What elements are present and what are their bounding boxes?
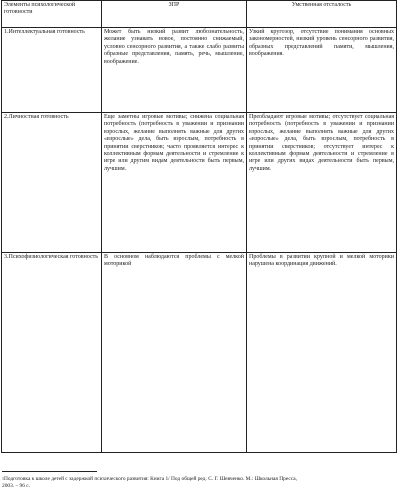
row-zpr-cell: Еще заметны игровые мотивы; снижена социальная потребность (потребность в уважении и признании взрослых, желание выполнять важные для других «взрослые» дела, быть взрослым, потребность в принятии сверстников; часто проявляется интерес к коллективным формам деятельности и стремление к игре или другим видам деятельности быть первым, лучшим. xyxy=(102,113,247,253)
footnote-divider xyxy=(2,471,97,472)
header-uo: Умственная отсталость xyxy=(247,1,397,28)
row-uo-cell: Проблемы в развитии крупной и мелкой моторики нарушена координация движений. xyxy=(247,253,397,453)
table-row xyxy=(2,253,397,453)
row-element-cell: 3.Психофизиологическая готовность xyxy=(2,253,102,453)
row-uo-cell: Преобладают игровые мотивы; отсутствует социальная потребность (потребность в уважении и признании взрослых, желание выполнять важные для других «взрослые» дела, быть взрослым, потребность в принятии сверстников; отсутствует интерес к коллективным формам деятельности и стремление в игре или других видах деятельности быть первым, лучшим. xyxy=(247,113,397,253)
header-zpr: ЗПР xyxy=(102,1,247,28)
row-uo-cell: Узкий кругозор, отсутствие понимания основных закономерностей, низкий уровень сенсорного развития, образных представлений памяти, мышления, воображения. xyxy=(247,28,397,113)
row-element-cell: 1.Интеллектуальная готовность xyxy=(2,28,102,113)
header-elements: Элементы психологической готовности xyxy=(2,1,102,28)
table-header-row xyxy=(2,1,397,28)
footnote-text: Подготовка к школе детей с задержкой психического развития: Книга 1/ Под общей ред. С. Г. Шевченко. М.: Школьная Пресса, 2003. – 96 с. xyxy=(2,476,297,489)
table-row xyxy=(2,113,397,253)
footnote-marker: 1 xyxy=(2,476,4,481)
row-zpr-cell: В основном наблюдаются проблемы с мелкой моторикой xyxy=(102,253,247,453)
footnote xyxy=(2,476,302,490)
comparison-table xyxy=(1,0,397,453)
row-zpr-cell: Может быть низкий развит любознательность, желание узнавать новое, постоянно снижаемый, условно сенсорного развития, а также слабо развиты образные представления, память, речь, мышление, воображение. xyxy=(102,28,247,113)
table-row xyxy=(2,28,397,113)
row-element-cell: 2.Личностная готовность xyxy=(2,113,102,253)
